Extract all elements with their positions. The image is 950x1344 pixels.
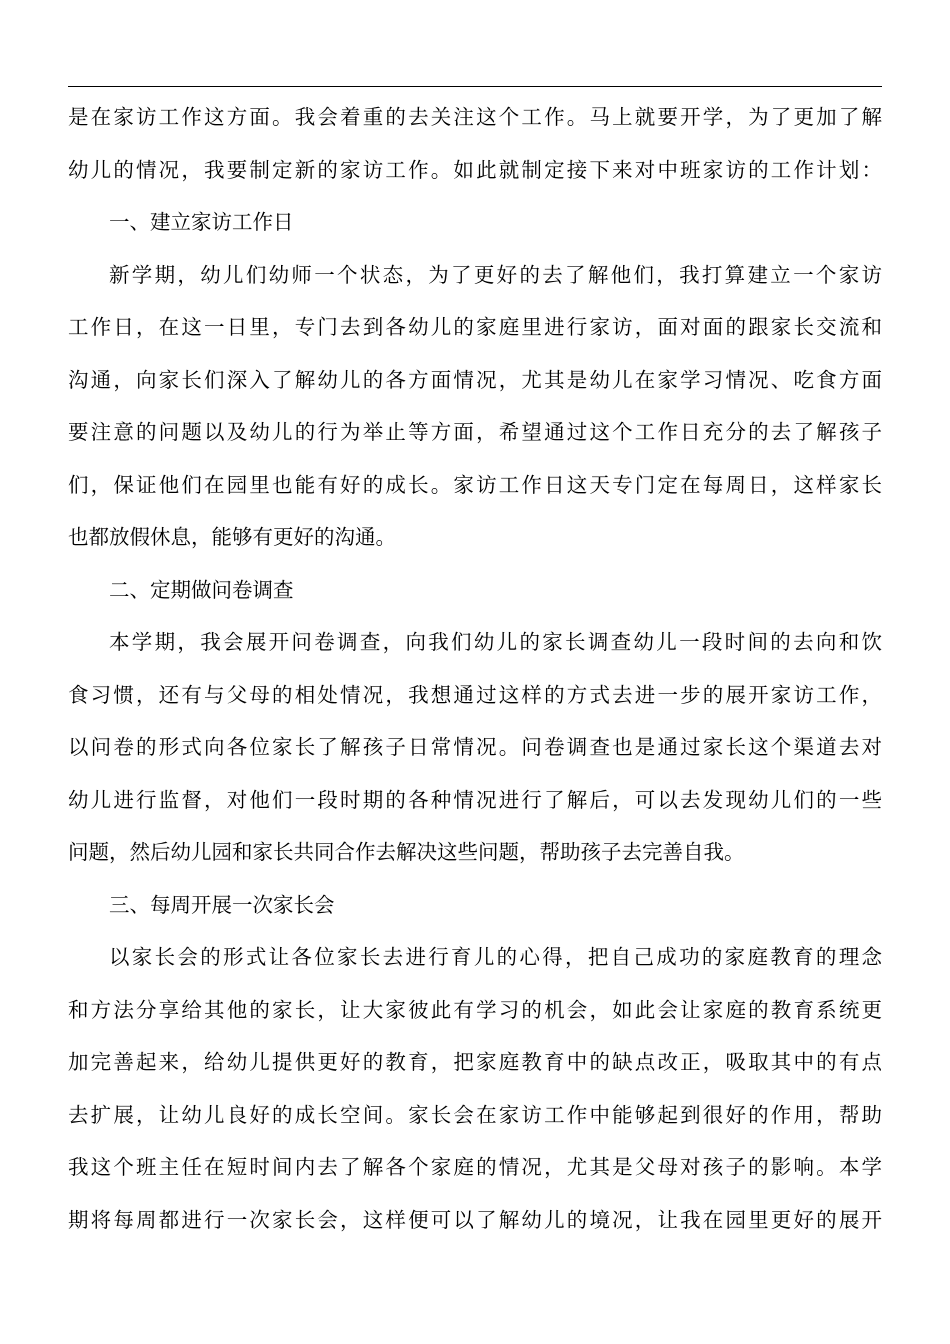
text-line: 以家长会的形式让各位家长去进行育儿的心得，把自己成功的家庭教育的理念 [109,945,882,969]
paragraph-section-1 [68,249,882,564]
paragraph-intro [68,91,882,196]
text-line: 本学期，我会展开问卷调查，向我们幼儿的家长调查幼儿一段时间的去向和饮 [109,630,882,654]
text-line: 期将每周都进行一次家长会，这样便可以了解幼儿的境况，让我在园里更好的展开 [68,1207,882,1232]
section-heading-1: 一、建立家访工作日 [109,210,294,234]
text-line: 是在家访工作这方面。我会着重的去关注这个工作。马上就要开学，为了更加了解 [68,105,882,129]
text-line: 幼儿的情况，我要制定新的家访工作。如此就制定接下来对中班家访的工作计划： [68,157,882,182]
text-line: 我这个班主任在短时间内去了解各个家庭的情况，尤其是父母对孩子的影响。本学 [68,1155,882,1179]
text-line: 食习惯，还有与父母的相处情况，我想通过这样的方式去进一步的展开家访工作， [68,682,882,707]
text-line: 工作日，在这一日里，专门去到各幼儿的家庭里进行家访，面对面的跟家长交流和 [68,315,882,339]
paragraph-section-2 [68,616,882,879]
text-line: 幼儿进行监督，对他们一段时期的各种情况进行了解后，可以去发现幼儿们的一些 [68,787,882,812]
paragraph-section-3 [68,931,882,1246]
text-line: 问题，然后幼儿园和家长共同合作去解决这些问题，帮助孩子去完善自我。 [68,840,745,864]
text-line: 们，保证他们在园里也能有好的成长。家访工作日这天专门定在每周日，这样家长 [68,472,882,497]
text-line: 去扩展，让幼儿良好的成长空间。家长会在家访工作中能够起到很好的作用，帮助 [68,1102,882,1127]
text-line: 也都放假休息，能够有更好的沟通。 [68,525,396,549]
text-line: 和方法分享给其他的家长，让大家彼此有学习的机会，如此会让家庭的教育系统更 [68,997,882,1022]
text-line: 要注意的问题以及幼儿的行为举止等方面，希望通过这个工作日充分的去了解孩子 [68,420,882,444]
document-body [68,91,882,1246]
section-heading-2: 二、定期做问卷调查 [109,577,294,602]
text-line: 以问卷的形式向各位家长了解孩子日常情况。问卷调查也是通过家长这个渠道去对 [68,735,882,759]
text-line: 沟通，向家长们深入了解幼儿的各方面情况，尤其是幼儿在家学习情况、吃食方面 [68,367,882,392]
text-line: 加完善起来，给幼儿提供更好的教育，把家庭教育中的缺点改正，吸取其中的有点 [68,1050,882,1074]
text-line: 新学期，幼儿们幼师一个状态，为了更好的去了解他们，我打算建立一个家访 [109,262,882,287]
section-heading-3: 三、每周开展一次家长会 [109,892,335,917]
header-rule [68,86,882,87]
